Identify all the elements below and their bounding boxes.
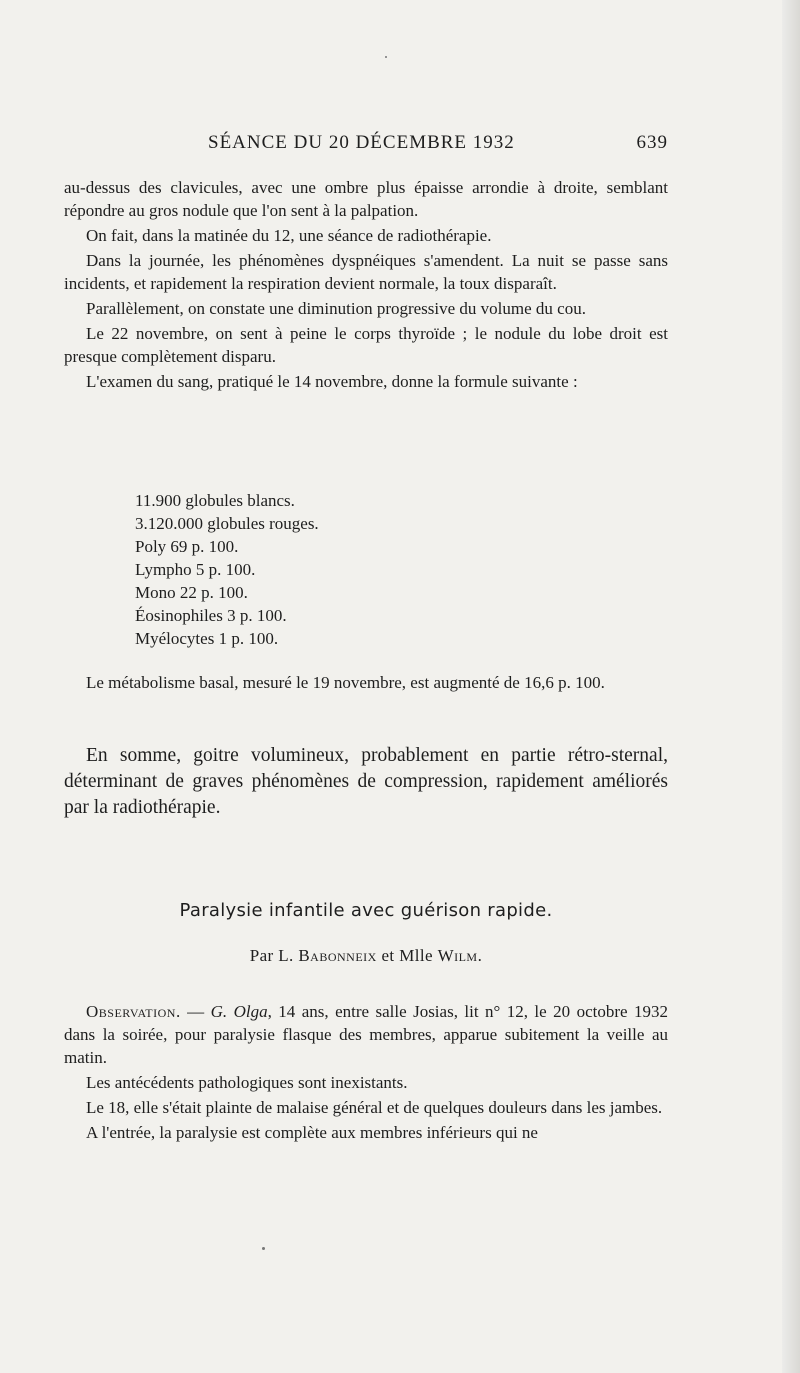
- paragraph: Le 22 novembre, on sent à peine le corps thyroïde ; le nodule du lobe droit est presque complètement disparu.: [64, 324, 668, 366]
- metabolism-block: [64, 671, 668, 694]
- author-name: Wilm: [437, 946, 478, 965]
- byline-suffix: .: [477, 946, 483, 965]
- summary-block: [64, 743, 668, 821]
- list-item: Éosinophiles 3 p. 100.: [135, 606, 287, 625]
- observation-text: , 14 ans, entre salle Josias, lit n° 12, le 20 octobre 1932 dans la soirée, pour paralysie flasque des membres, apparue subitement la veille au matin.: [64, 1002, 669, 1067]
- list-item: 11.900 globules blancs.: [135, 491, 295, 510]
- dash: —: [180, 1002, 211, 1021]
- list-item: 3.120.000 globules rouges.: [135, 514, 319, 533]
- author-name: Babonneix: [298, 946, 377, 965]
- byline-mid: et Mlle: [376, 946, 438, 965]
- paragraph: Parallèlement, on constate une diminution progressive du volume du cou.: [86, 299, 586, 318]
- paper-speck: [262, 1247, 265, 1250]
- paragraph: L'examen du sang, pratiqué le 14 novembre, donne la formule suivante :: [86, 372, 578, 391]
- observation-paragraph: [64, 1000, 668, 1069]
- blood-formula-list: [135, 489, 319, 650]
- paragraph: Le 18, elle s'était plainte de malaise général et de quelques douleurs dans les jambes.: [86, 1098, 663, 1117]
- list-item: Lympho 5 p. 100.: [135, 560, 256, 579]
- page-header: [64, 132, 668, 162]
- list-item: Myélocytes 1 p. 100.: [135, 629, 279, 648]
- metabolism-paragraph: Le métabolisme basal, mesuré le 19 novembre, est augmenté de 16,6 p. 100.: [86, 673, 605, 692]
- list-item: Mono 22 p. 100.: [135, 583, 248, 602]
- running-head: SÉANCE DU 20 DÉCEMBRE 1932: [208, 132, 515, 153]
- paragraph: On fait, dans la matinée du 12, une séance de radiothérapie.: [86, 226, 492, 245]
- patient-name: G. Olga: [210, 1002, 268, 1021]
- paper-speck: [385, 56, 387, 58]
- paragraph: A l'entrée, la paralysie est complète aux membres inférieurs qui ne: [86, 1123, 538, 1142]
- paragraph: Dans la journée, les phénomènes dyspnéiques s'amendent. La nuit se passe sans incidents, et rapidement la respiration devient normale, la toux disparaît.: [64, 251, 668, 293]
- summary-paragraph: En somme, goitre volumineux, probablement en partie rétro-sternal, déterminant de graves phénomènes de compression, rapidement améliorés par la radiothérapie.: [64, 745, 668, 818]
- page-edge-shadow: [782, 0, 800, 1373]
- observation-label: Observation.: [86, 1002, 181, 1021]
- list-item: Poly 69 p. 100.: [135, 537, 239, 556]
- case-continuation: [64, 176, 668, 393]
- paragraph: Les antécédents pathologiques sont inexistants.: [86, 1073, 408, 1092]
- observation-block: [64, 1000, 668, 1144]
- article-title: Paralysie infantile avec guérison rapide.: [179, 900, 553, 921]
- paragraph: au-dessus des clavicules, avec une ombre plus épaisse arrondie à droite, semblant répondre au gros nodule que l'on sent à la palpation.: [64, 178, 668, 220]
- byline: [64, 946, 668, 966]
- page-number: 639: [636, 132, 668, 153]
- byline-prefix: Par L.: [249, 946, 299, 965]
